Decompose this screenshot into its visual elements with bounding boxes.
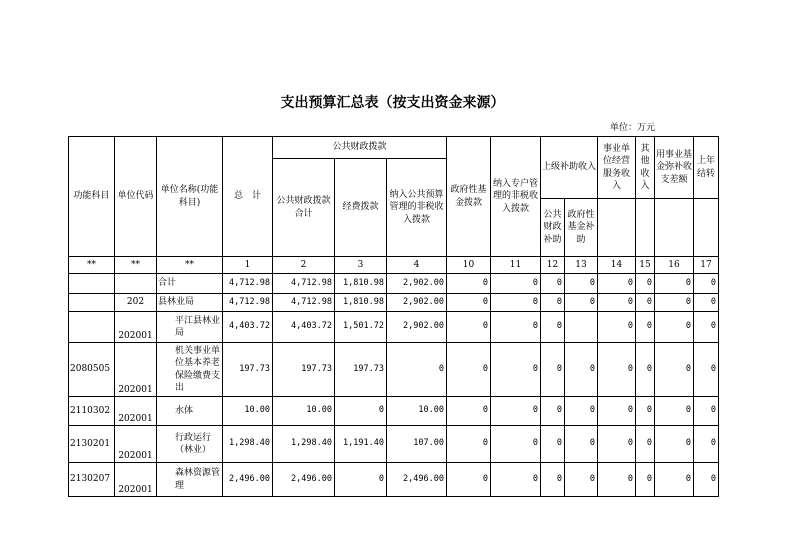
value-cell: 2,902.00: [387, 312, 447, 343]
value-cell: 197.73: [335, 343, 387, 397]
value-cell: 4,712.98: [273, 294, 335, 312]
value-cell: 0: [655, 343, 694, 397]
value-cell: 0: [447, 343, 491, 397]
value-cell: 0: [541, 343, 565, 397]
index-cell: 14: [598, 257, 636, 274]
value-cell: 0: [541, 463, 565, 497]
value-cell: 0: [636, 312, 655, 343]
value-cell: 0: [694, 312, 719, 343]
value-cell: 4,403.72: [223, 312, 273, 343]
unit-name-cell: 机关事业单位基本养老保险缴费支出: [157, 343, 223, 397]
table-row: [69, 397, 719, 426]
unit-label: 单位：万元: [610, 123, 656, 133]
value-cell: 0: [636, 274, 655, 294]
value-cell: 0: [598, 343, 636, 397]
func-code-cell: [69, 294, 115, 312]
table-row: [69, 274, 719, 294]
index-cell: **: [69, 257, 115, 274]
header-pf-total: 公共财政拨款合计: [273, 159, 335, 257]
value-cell: 0: [655, 274, 694, 294]
index-cell: **: [115, 257, 157, 274]
table-row: [69, 294, 719, 312]
value-cell: 4,712.98: [273, 274, 335, 294]
value-cell: 197.73: [223, 343, 273, 397]
header-unit-name: 单位名称(功能科目): [157, 137, 223, 257]
value-cell: 0: [636, 426, 655, 463]
func-code-cell: 2080505: [69, 343, 115, 397]
value-cell: 0: [447, 426, 491, 463]
func-code-cell: [69, 274, 115, 294]
value-cell: 2,902.00: [387, 294, 447, 312]
value-cell: 0: [694, 343, 719, 397]
header-carryover: 上年结转: [694, 137, 719, 199]
value-cell: 0: [541, 274, 565, 294]
value-cell: 0: [694, 294, 719, 312]
table-row: [69, 463, 719, 497]
unit-code-cell: 202: [115, 294, 157, 312]
header-fund-cover-blank: [655, 199, 694, 257]
value-cell: 0: [598, 463, 636, 497]
value-cell: 0: [598, 312, 636, 343]
func-code-cell: 2110302: [69, 397, 115, 426]
value-cell: 1,810.98: [335, 274, 387, 294]
value-cell: 2,902.00: [387, 274, 447, 294]
unit-name-cell: 平江县林业局: [157, 312, 223, 343]
header-public-finance: 公共财政拨款: [273, 137, 447, 159]
value-cell: 0: [565, 397, 598, 426]
value-cell: 10.00: [223, 397, 273, 426]
value-cell: 0: [565, 426, 598, 463]
unit-name-cell: 县林业局: [157, 294, 223, 312]
value-cell: 107.00: [387, 426, 447, 463]
value-cell: 2,496.00: [273, 463, 335, 497]
index-cell: **: [157, 257, 223, 274]
header-upper-gf: 政府性基金补助: [565, 199, 598, 257]
value-cell: 0: [491, 274, 541, 294]
header-carryover-blank: [694, 199, 719, 257]
index-cell: 17: [694, 257, 719, 274]
unit-code-cell: [115, 274, 157, 294]
value-cell: 0: [447, 397, 491, 426]
value-cell: 0: [491, 463, 541, 497]
value-cell: [565, 312, 598, 343]
value-cell: 0: [655, 463, 694, 497]
value-cell: 0: [335, 397, 387, 426]
value-cell: 2,496.00: [387, 463, 447, 497]
header-func-code: 功能科目: [69, 137, 115, 257]
value-cell: 0: [694, 463, 719, 497]
value-cell: 10.00: [273, 397, 335, 426]
value-cell: 0: [598, 426, 636, 463]
index-cell: 4: [387, 257, 447, 274]
value-cell: 0: [387, 343, 447, 397]
header-biz-income-blank: [598, 199, 636, 257]
unit-code-cell: 202001: [115, 426, 157, 463]
index-cell: 12: [541, 257, 565, 274]
value-cell: 0: [541, 397, 565, 426]
value-cell: 0: [598, 294, 636, 312]
index-cell: 16: [655, 257, 694, 274]
header-special-nontax: 纳入专户管理的非税收入拨款: [491, 137, 541, 257]
value-cell: 0: [447, 312, 491, 343]
index-cell: 15: [636, 257, 655, 274]
index-cell: 3: [335, 257, 387, 274]
index-cell: 10: [447, 257, 491, 274]
header-biz-income: 事业单位经营服务收入: [598, 137, 636, 199]
unit-code-cell: 202001: [115, 312, 157, 343]
table-row: [69, 426, 719, 463]
value-cell: 0: [335, 463, 387, 497]
value-cell: 0: [541, 312, 565, 343]
value-cell: 0: [491, 294, 541, 312]
value-cell: 0: [655, 426, 694, 463]
value-cell: 0: [447, 463, 491, 497]
value-cell: 0: [655, 294, 694, 312]
header-gov-fund: 政府性基金拨款: [447, 137, 491, 257]
index-row-group: [69, 257, 719, 274]
header-pf-funding: 经费拨款: [335, 159, 387, 257]
value-cell: 0: [491, 312, 541, 343]
value-cell: 0: [636, 343, 655, 397]
header-upper-subsidy: 上级补助收入: [541, 137, 598, 199]
value-cell: 197.73: [273, 343, 335, 397]
value-cell: 0: [491, 426, 541, 463]
header-fund-cover: 用事业基金弥补收支差额: [655, 137, 694, 199]
value-cell: 1,501.72: [335, 312, 387, 343]
value-cell: 2,496.00: [223, 463, 273, 497]
value-cell: 4,712.98: [223, 274, 273, 294]
value-cell: 0: [636, 397, 655, 426]
value-cell: 1,810.98: [335, 294, 387, 312]
header-upper-pf: 公共财政补助: [541, 199, 565, 257]
index-cell: 13: [565, 257, 598, 274]
value-cell: 0: [694, 397, 719, 426]
value-cell: 1,298.40: [273, 426, 335, 463]
index-cell: 2: [273, 257, 335, 274]
unit-name-cell: 水体: [157, 397, 223, 426]
func-code-cell: 2130207: [69, 463, 115, 497]
value-cell: 4,712.98: [223, 294, 273, 312]
value-cell: 0: [565, 294, 598, 312]
table-body: [69, 274, 719, 497]
value-cell: 0: [565, 343, 598, 397]
value-cell: 0: [598, 397, 636, 426]
value-cell: 0: [447, 294, 491, 312]
func-code-cell: 2130201: [69, 426, 115, 463]
value-cell: 0: [636, 463, 655, 497]
value-cell: 1,298.40: [223, 426, 273, 463]
value-cell: 4,403.72: [273, 312, 335, 343]
value-cell: 0: [447, 274, 491, 294]
table-row: [69, 312, 719, 343]
unit-code-cell: 202001: [115, 397, 157, 426]
unit-name-cell: 合计: [157, 274, 223, 294]
value-cell: 0: [565, 274, 598, 294]
value-cell: 0: [541, 294, 565, 312]
unit-code-cell: 202001: [115, 463, 157, 497]
unit-code-cell: 202001: [115, 343, 157, 397]
header-other-income: 其他收入: [636, 137, 655, 199]
header-other-income-blank: [636, 199, 655, 257]
table-header: [69, 137, 719, 257]
value-cell: 0: [694, 426, 719, 463]
header-pf-nontax: 纳入公共预算管理的非税收入拨款: [387, 159, 447, 257]
value-cell: 0: [541, 426, 565, 463]
index-cell: 1: [223, 257, 273, 274]
value-cell: 0: [655, 397, 694, 426]
value-cell: 0: [636, 294, 655, 312]
value-cell: 0: [491, 397, 541, 426]
value-cell: 0: [565, 463, 598, 497]
budget-table: [68, 136, 719, 497]
index-cell: 11: [491, 257, 541, 274]
header-total: 总 计: [223, 137, 273, 257]
header-unit-code: 单位代码: [115, 137, 157, 257]
value-cell: 0: [598, 274, 636, 294]
value-cell: 0: [694, 274, 719, 294]
index-row: [69, 257, 719, 274]
unit-name-cell: 森林资源管理: [157, 463, 223, 497]
unit-name-cell: 行政运行（林业）: [157, 426, 223, 463]
value-cell: 0: [655, 312, 694, 343]
page-title: 支出预算汇总表（按支出资金来源）: [280, 95, 505, 111]
func-code-cell: [69, 312, 115, 343]
value-cell: 10.00: [387, 397, 447, 426]
table-row: [69, 343, 719, 397]
value-cell: 1,191.40: [335, 426, 387, 463]
value-cell: 0: [491, 343, 541, 397]
